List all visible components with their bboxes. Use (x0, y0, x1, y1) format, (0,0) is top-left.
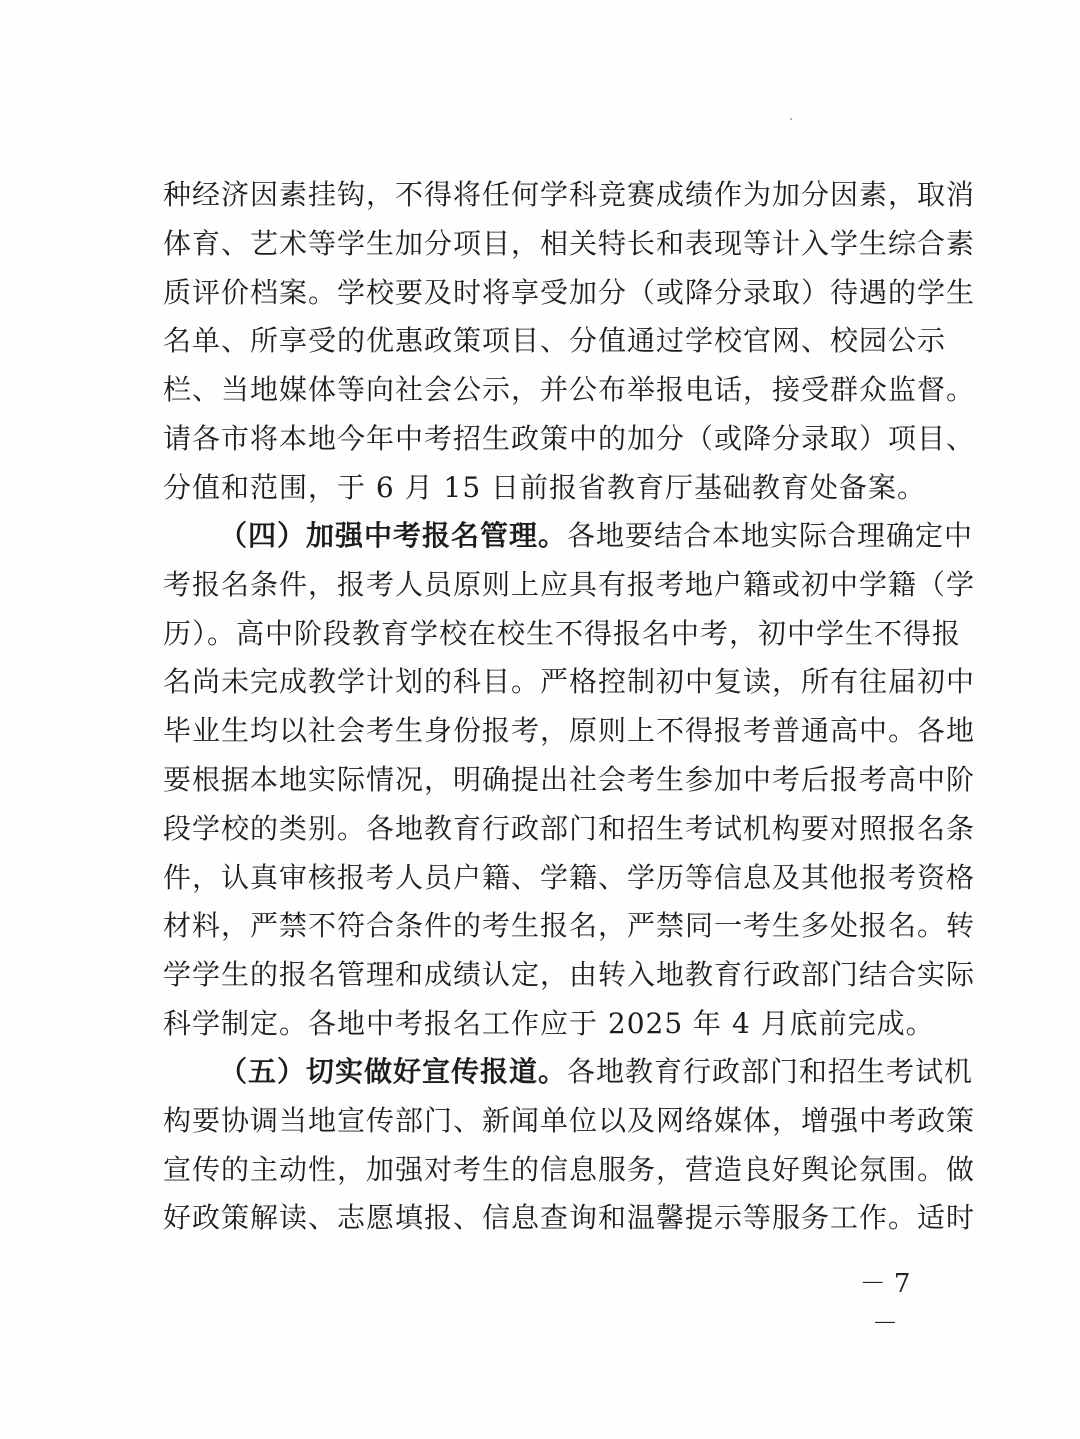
text-line: 请各市将本地今年中考招生政策中的加分（或降分录取）项目、 (163, 421, 976, 455)
section-four (163, 512, 976, 1049)
text-line: 栏、当地媒体等向社会公示，并公布举报电话，接受群众监督。 (163, 373, 976, 407)
text-line: 历）。高中阶段教育学校在校生不得报名中考，初中学生不得报 (163, 616, 962, 650)
text-line: 体育、艺术等学生加分项目，相关特长和表现等计入学生综合素 (163, 226, 976, 260)
text-line: 种经济因素挂钩，不得将任何学科竞赛成绩作为加分因素，取消 (163, 178, 976, 211)
section-first-line (163, 512, 974, 561)
section-heading: （五）切实做好宣传报道。 (219, 1055, 568, 1088)
text-line: 名尚未完成教学计划的科目。严格控制初中复读，所有往届初中 (163, 665, 976, 699)
section-first-line-text: 各地要结合本地实际合理确定中 (567, 519, 974, 552)
text-line: 质评价档案。学校要及时将享受加分（或降分录取）待遇的学生 (163, 275, 976, 309)
text-line: 宣传的主动性，加强对考生的信息服务，营造良好舆论氛围。做 (163, 1152, 976, 1186)
text-line: 要根据本地实际情况，明确提出社会考生参加中考后报考高中阶 (163, 762, 976, 796)
text-line: 件，认真审核报考人员户籍、学籍、学历等信息及其他报考资格 (163, 860, 976, 894)
text-line: 考报名条件，报考人员原则上应具有报考地户籍或初中学籍（学 (163, 567, 976, 601)
scan-speck (790, 118, 792, 120)
text-line: 材料，严禁不符合条件的考生报名，严禁同一考生多处报名。转 (163, 909, 976, 943)
section-five (163, 1048, 976, 1243)
section-first-line-text: 各地教育行政部门和招生考试机 (567, 1055, 974, 1088)
page-number: － 7 － (859, 1269, 911, 1339)
paragraph-continuation (163, 171, 976, 513)
text-line: 构要协调当地宣传部门、新闻单位以及网络媒体，增强中考政策 (163, 1103, 976, 1137)
section-first-line (163, 1048, 974, 1097)
text-line: 学学生的报名管理和成绩认定，由转入地教育行政部门结合实际 (163, 958, 976, 992)
text-line: 名单、所享受的优惠政策项目、分值通过学校官网、校园公示 (163, 324, 947, 358)
text-line: 段学校的类别。各地教育行政部门和招生考试机构要对照报名条 (163, 811, 976, 845)
text-line: 毕业生均以社会考生身份报考，原则上不得报考普通高中。各地 (163, 714, 976, 748)
section-heading: （四）加强中考报名管理。 (219, 519, 568, 552)
text-line: 分值和范围，于 6 月 15 日前报省教育厅基础教育处备案。 (163, 470, 927, 504)
text-line: 好政策解读、志愿填报、信息查询和温馨提示等服务工作。适时 (163, 1201, 976, 1235)
text-line: 科学制定。各地中考报名工作应于 2025 年 4 月底前完成。 (163, 1006, 935, 1040)
